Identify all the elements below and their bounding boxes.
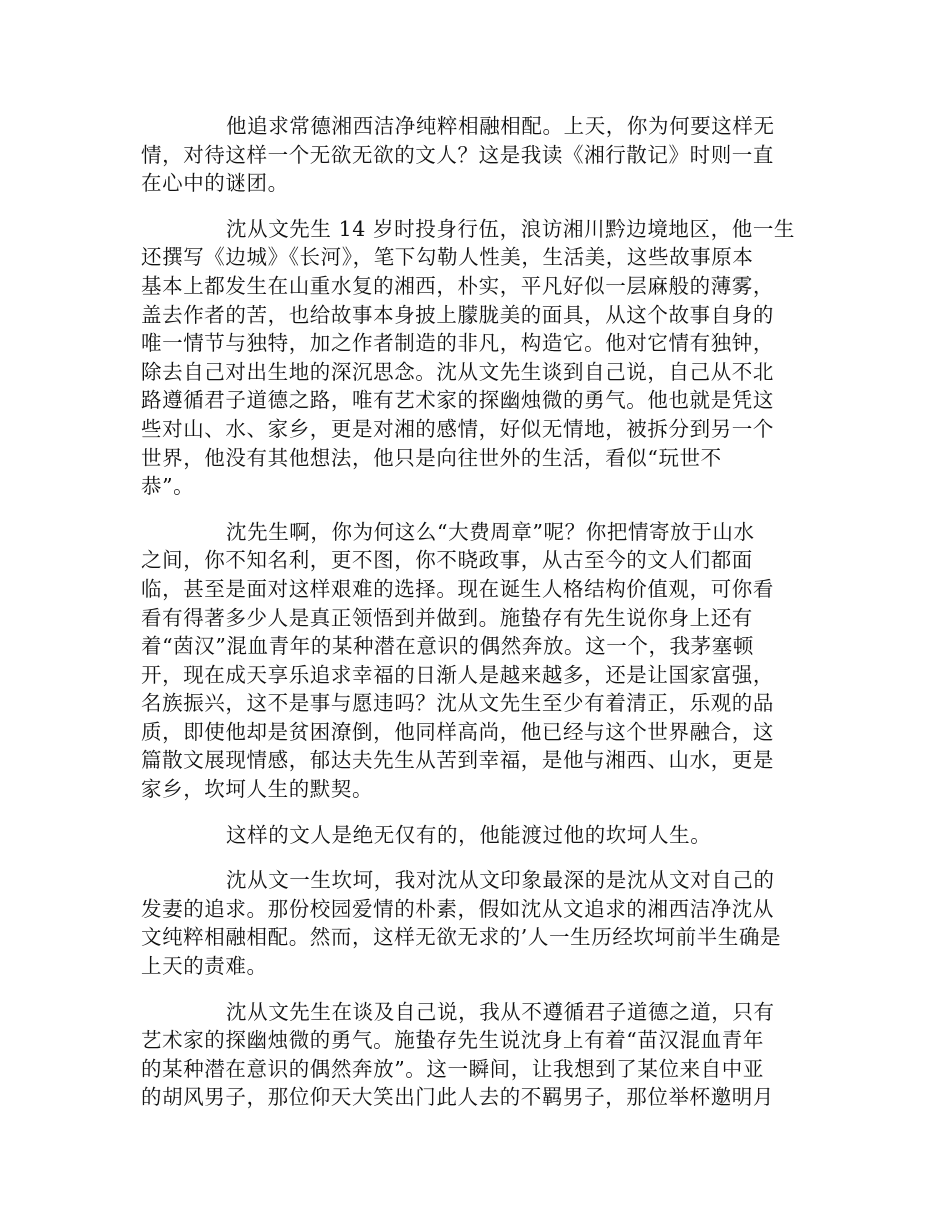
paragraph-2: 沈从文先生 14 岁时投身行伍，浪访湘川黔边境地区，他一生 还撰写《边城》《长河》，笔下勾勒人性美，生活美，这些故事原本 基本上都发生在山重水复的湘西，朴实，平凡好似一层麻般的薄雾， 盖去作者的苦，也给故事本身披上朦胧美的面具，从这个故事自身的 唯一情节与独特，加之作者制造的非凡，构造它。他对它情有独钟， 除去自己对出生地的深沉思念。沈从文先生谈到自己说，自己从不北 路遵循君子道德之路，唯有艺术家的探幽烛微的勇气。他也就是凭这 些对山、水、家乡，更是对湘的感情，好似无情地，被拆分到另一个 世界，他没有其他想法，他只是向往世外的生活，看似“玩世不 恭”。: [141, 216, 796, 499]
paragraph-6: 沈从文先生在谈及自己说，我从不遵循君子道德之道，只有 艺术家的探幽烛微的勇气。施蛰存先生说沈身上有着“苗汉混血青年 的某种潜在意识的偶然奔放”。这一瞬间，让我想到了某位来自中亚 的胡风男子，那位仰天大笑出门此人去的不羁男子，那位举杯邀明月: [141, 999, 775, 1110]
paragraph-5: 沈从文一生坎坷，我对沈从文印象最深的是沈从文对自己的 发妻的追求。那份校园爱情的朴素，假如沈从文追求的湘西洁净沈从 文纯粹相融相配。然而，这样无欲无求的’人一生历经坎坷前半生确是 上天的责难。: [141, 868, 782, 979]
document-body: [141, 112, 805, 1129]
paragraph-1: 他追求常德湘西洁净纯粹相融相配。上天，你为何要这样无 情，对待这样一个无欲无欲的文人？这是我读《湘行散记》时则一直 在心中的谜团。: [141, 114, 775, 196]
paragraph-3: 沈先生啊，你为何这么“大费周章”呢？你把情寄放于山水 之间，你不知名利，更不图，你不晓政事，从古至今的文人们都面 临，甚至是面对这样艰难的选择。现在诞生人格结构价值观，可你看 看有得著多少人是真正领悟到并做到。施蛰存有先生说你身上还有 着“茵汉”混血青年的某种潜在意识的偶然奔放。这一个，我茅塞顿 开，现在成天享乐追求幸福的日渐人是越来越多，还是让国家富强， 名族振兴，这不是事与愿违吗？沈从文先生至少有着清正，乐观的品 质，即使他却是贫困潦倒，他同样高尚，他已经与这个世界融合，这 篇散文展现情感，郁达夫先生从苦到幸福，是他与湘西、山水，更是 家乡，坎坷人生的默契。: [141, 519, 774, 802]
paragraph-4: 这样的文人是绝无仅有的，他能渡过他的坎坷人生。: [226, 822, 712, 847]
